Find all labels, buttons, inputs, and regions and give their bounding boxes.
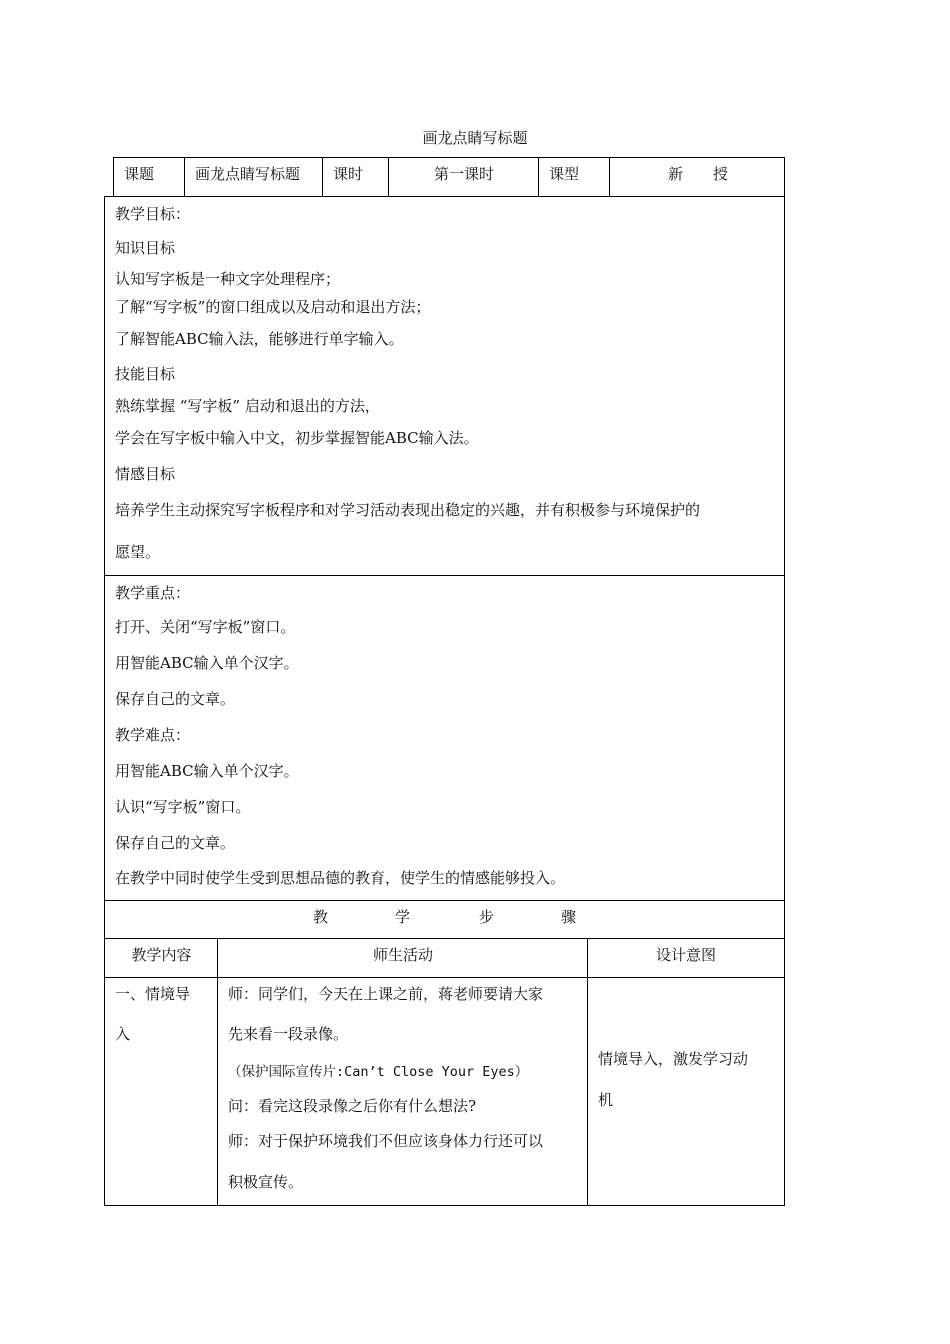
key-points-section [104,575,785,901]
activity-line: 积极宣传。 [228,1173,304,1191]
difficult-item: 在教学中同时使学生受到思想品德的教育，使学生的情感能够投入。 [115,869,566,887]
knowledge-item: 认知写字板是一种文字处理程序； [115,270,341,288]
label-type: 课型 [549,165,580,183]
steps-column-header [104,938,785,978]
col-content-header: 教学内容 [131,946,192,964]
label-topic-cell [114,158,185,196]
emotion-item: 愿望。 [115,543,161,561]
topic-value: 画龙点睛写标题 [195,165,301,183]
activity-line: （保护国际宣传片:Can’t Close Your Eyes） [228,1064,529,1080]
col-activity-cell [218,939,588,977]
steps-heading-char: 教 [313,908,329,926]
activity-line: 师：同学们，今天在上课之前，蒋老师要请大家 [228,985,544,1003]
steps-heading-char: 骤 [561,908,577,926]
row-content-line: 入 [115,1025,131,1043]
topic-cell [185,158,323,196]
skill-item: 学会在写字板中输入中文，初步掌握智能ABC输入法。 [115,429,479,447]
skill-item: 熟练掌握 “写字板” 启动和退出的方法， [115,397,380,415]
difficult-item: 用智能ABC输入单个汉字。 [115,762,299,780]
label-period-cell [323,158,389,196]
knowledge-item: 了解“写字板”的窗口组成以及启动和退出方法； [115,298,431,316]
document-title: 画龙点睛写标题 [422,129,528,147]
difficult-item: 认识“写字板”窗口。 [115,798,251,816]
activity-line: 问：看完这段录像之后你有什么想法? [228,1097,477,1115]
objectives-heading: 教学目标： [115,205,191,223]
label-type-cell [539,158,610,196]
emotion-heading: 情感目标 [115,465,176,483]
row-intent-cell [588,978,784,1205]
label-period: 课时 [333,165,364,183]
col-activity-header: 师生活动 [372,946,433,964]
intent-line: 机 [598,1091,614,1109]
key-points-heading: 教学重点： [115,584,191,602]
type-value: 新 授 [667,165,728,183]
key-point-item: 打开、关闭“写字板”窗口。 [115,618,296,636]
difficult-heading: 教学难点： [115,726,191,744]
activity-line: 师：对于保护环境我们不但应该身体力行还可以 [228,1132,544,1150]
intent-line: 情境导入，激发学习动 [598,1050,749,1068]
type-cell [610,158,786,196]
row-content-line: 一、情境导 [115,985,191,1003]
col-content-cell [105,939,218,977]
activity-line: 先来看一段录像。 [228,1025,349,1043]
period-cell [389,158,539,196]
col-intent-cell [588,939,784,977]
header-row [113,157,785,197]
steps-heading-row [104,900,785,939]
skill-heading: 技能目标 [115,365,176,383]
knowledge-heading: 知识目标 [115,239,176,257]
steps-heading-char: 学 [395,908,411,926]
period-value: 第一课时 [433,165,494,183]
row-content-cell [105,978,218,1205]
key-point-item: 保存自己的文章。 [115,690,236,708]
objectives-section [104,196,785,576]
label-topic: 课题 [124,165,155,183]
steps-heading-char: 步 [479,908,495,926]
difficult-item: 保存自己的文章。 [115,834,236,852]
knowledge-item: 了解智能ABC输入法，能够进行单字输入。 [115,330,404,348]
col-intent-header: 设计意图 [655,946,716,964]
steps-row [104,977,785,1206]
emotion-item: 培养学生主动探究写字板程序和对学习活动表现出稳定的兴趣，并有积极参与环境保护的 [115,501,701,519]
row-activity-cell [218,978,588,1205]
key-point-item: 用智能ABC输入单个汉字。 [115,654,299,672]
